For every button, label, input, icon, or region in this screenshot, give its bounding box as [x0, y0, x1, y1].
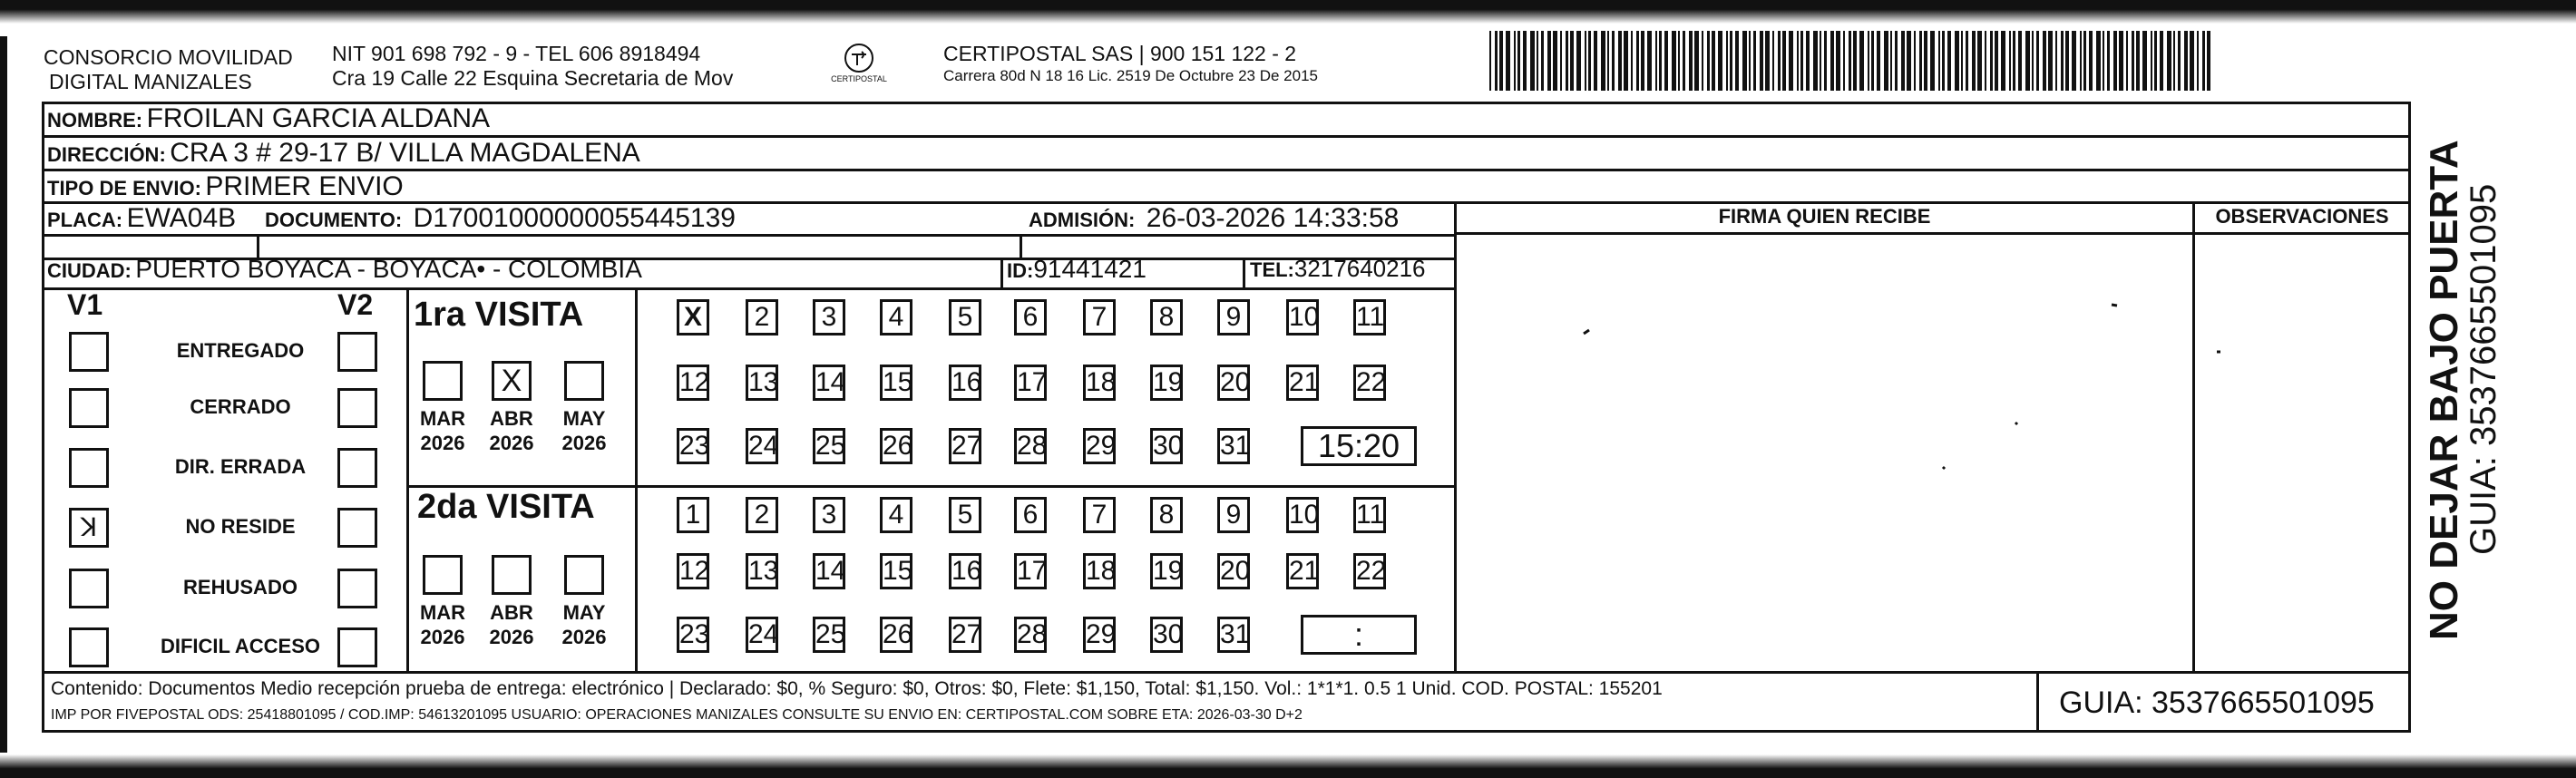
day-box[interactable]: 28	[1014, 617, 1047, 653]
month-checkbox[interactable]	[492, 555, 532, 595]
month-checkbox[interactable]	[423, 361, 463, 401]
paper-bottom-edge	[0, 754, 2576, 778]
barcode-bar	[1730, 31, 1732, 91]
barcode-bar	[2154, 31, 2157, 91]
barcode-bar	[2107, 31, 2110, 91]
tipo-envio-label: TIPO DE ENVIO:	[47, 177, 201, 199]
day-box[interactable]: 31	[1217, 617, 1250, 653]
barcode-bar	[1806, 31, 1810, 91]
day-box[interactable]: 7	[1083, 299, 1116, 336]
v2-checkbox[interactable]	[337, 508, 377, 548]
footer-guia: GUIA: 3537665501095	[2059, 686, 2375, 720]
barcode-bar	[2173, 31, 2175, 91]
day-box[interactable]: 8	[1150, 497, 1183, 533]
status-label: REHUSADO	[183, 576, 298, 598]
barcode-bar	[2096, 31, 2101, 91]
barcode-bar	[1853, 31, 1857, 91]
nombre-label: NOMBRE:	[47, 109, 143, 131]
barcode-bar	[1977, 31, 1982, 91]
day-box[interactable]: 6	[1014, 497, 1047, 533]
day-box[interactable]: 28	[1014, 428, 1047, 464]
barcode-bar	[1514, 31, 1516, 91]
barcode-bar	[1489, 31, 1491, 91]
day-box[interactable]: 21	[1286, 553, 1319, 589]
barcode-bar	[2025, 31, 2030, 91]
day-box[interactable]: 26	[880, 617, 912, 653]
day-box[interactable]: 19	[1150, 365, 1183, 401]
day-box[interactable]: 22	[1353, 365, 1386, 401]
footer-contenido: Contenido: Documentos Medio recepción prueba de entrega: electrónico | Declarado: $0, % Seguro: $0, Otros: $0, Flete: $1,150, Total: $1,150. Vol.: 1*1*1. 0.5 1 Unid. COD. POSTAL: 155201	[51, 678, 1663, 699]
v1-checkbox[interactable]	[69, 448, 109, 488]
direccion-label: DIRECCIÓN:	[47, 143, 166, 166]
barcode-bar	[1760, 31, 1763, 91]
side-guia: GUIA: 3537665501095	[2464, 183, 2503, 555]
barcode-bar	[2043, 31, 2046, 91]
month-year: 2026	[561, 432, 607, 454]
carrier-name: CERTIPOSTAL SAS | 900 151 122 - 2	[943, 42, 1297, 65]
barcode-bar	[1702, 31, 1703, 91]
day-box[interactable]: 16	[949, 365, 981, 401]
time-box[interactable]: :	[1301, 615, 1417, 655]
day-box[interactable]: 17	[1014, 553, 1047, 589]
day-box[interactable]: 14	[813, 553, 845, 589]
tipo-envio-value: PRIMER ENVIO	[205, 171, 404, 201]
month-year: 2026	[489, 432, 534, 454]
day-box[interactable]: 21	[1286, 365, 1319, 401]
barcode-bar	[1718, 31, 1722, 91]
day-box[interactable]: 23	[677, 617, 709, 653]
barcode-bar	[2013, 31, 2015, 91]
paper-left-edge	[0, 36, 7, 753]
barcode-bar	[2142, 31, 2147, 91]
sender-nit: NIT 901 698 792 - 9 - TEL 606 8918494	[332, 42, 701, 65]
day-box[interactable]: 12	[677, 553, 709, 589]
sender-name-line1: CONSORCIO MOVILIDAD	[44, 45, 293, 69]
v2-checkbox[interactable]	[337, 448, 377, 488]
day-box[interactable]: 26	[880, 428, 912, 464]
day-box[interactable]: 3	[813, 497, 845, 533]
barcode-bar	[1797, 31, 1799, 91]
barcode-bar	[1726, 31, 1728, 91]
barcode-bar	[1820, 31, 1821, 91]
barcode-bar	[1924, 31, 1927, 91]
day-box[interactable]: 30	[1150, 617, 1183, 653]
barcode-bar	[1919, 31, 1922, 91]
tel-label: TEL:	[1250, 258, 1294, 281]
status-label: CERRADO	[190, 395, 291, 418]
barcode-bar	[1537, 31, 1538, 91]
barcode-bar	[1942, 31, 1945, 91]
month-checkbox[interactable]	[564, 555, 604, 595]
direccion-row	[47, 138, 640, 169]
barcode-bar	[1672, 31, 1676, 91]
barcode-bar	[1495, 31, 1498, 91]
placa-label: PLACA:	[47, 209, 123, 231]
barcode-bar	[2065, 31, 2069, 91]
day-box[interactable]: 29	[1083, 428, 1116, 464]
month-checkbox[interactable]	[423, 555, 463, 595]
carrier-logo-icon	[827, 40, 891, 94]
barcode-bar	[1901, 31, 1905, 91]
barcode-bar	[1566, 31, 1568, 91]
day-box[interactable]: 15	[880, 553, 912, 589]
day-box[interactable]: 8	[1150, 299, 1183, 336]
barcode-bar	[2167, 31, 2171, 91]
documento-value: D17001000000055445139	[413, 203, 736, 233]
v1-checkbox[interactable]	[69, 569, 109, 608]
day-box[interactable]: 11	[1353, 299, 1386, 336]
id-label: ID:	[1007, 259, 1034, 282]
barcode-bar	[1955, 31, 1959, 91]
barcode-bar	[1914, 31, 1916, 91]
status-label: DIR. ERRADA	[174, 455, 307, 478]
status-divider	[406, 287, 409, 673]
day-box[interactable]: 14	[813, 365, 845, 401]
barcode-bar	[1689, 31, 1693, 91]
sender-name-line2: DIGITAL MANIZALES	[49, 70, 252, 93]
day-box[interactable]: 10	[1286, 497, 1319, 533]
barcode-bar	[2197, 31, 2199, 91]
month-label: MAY	[562, 601, 606, 624]
status-label: NO RESIDE	[185, 515, 296, 538]
barcode-bar	[1624, 31, 1628, 91]
barcode-bar	[2061, 31, 2064, 91]
barcode-bar	[2080, 31, 2082, 91]
day-box[interactable]: 27	[949, 617, 981, 653]
observaciones-header: OBSERVACIONES	[2215, 205, 2389, 228]
admision-label: ADMISIÓN:	[1029, 209, 1136, 231]
day-box[interactable]: 20	[1217, 365, 1250, 401]
barcode-bar	[1895, 31, 1898, 91]
month-year: 2026	[561, 626, 607, 648]
day-box[interactable]: 22	[1353, 553, 1386, 589]
barcode-bar	[2032, 31, 2034, 91]
sender-address: Cra 19 Calle 22 Esquina Secretaria de Mov	[332, 66, 734, 90]
barcode-bar	[1824, 31, 1827, 91]
carrier-address: Carrera 80d N 18 16 Lic. 2519 De Octubre 23 De 2015	[943, 67, 1318, 84]
barcode-bar	[2055, 31, 2057, 91]
time-box[interactable]: 15:20	[1301, 426, 1417, 466]
barcode-bar	[1985, 31, 1986, 91]
barcode-bar	[1499, 31, 1503, 91]
month-year: 2026	[489, 626, 534, 648]
day-box[interactable]: 13	[746, 553, 778, 589]
tel-row	[1250, 255, 1426, 283]
cell-divider	[1243, 258, 1245, 289]
v1-checkbox[interactable]	[69, 332, 109, 372]
footer-divider	[42, 671, 2411, 674]
tipo-envio-row	[47, 171, 404, 202]
day-box[interactable]: 4	[880, 299, 912, 336]
barcode-bar	[2089, 31, 2093, 91]
day-box[interactable]: 2	[746, 299, 778, 336]
barcode-bar	[1659, 31, 1662, 91]
barcode-bar	[1553, 31, 1557, 91]
visit2-title: 2da VISITA	[417, 488, 595, 526]
barcode-bar	[2151, 31, 2152, 91]
barcode-bar	[2009, 31, 2011, 91]
day-box[interactable]: 17	[1014, 365, 1047, 401]
barcode-bar	[1541, 31, 1544, 91]
barcode-bar	[1618, 31, 1622, 91]
barcode-bar	[2113, 31, 2117, 91]
day-box[interactable]: 25	[813, 428, 845, 464]
day-box[interactable]: 1	[677, 497, 709, 533]
barcode-bar	[2184, 31, 2188, 91]
barcode-bar	[1735, 31, 1739, 91]
barcode-bar	[2018, 31, 2022, 91]
barcode-bar	[1664, 31, 1668, 91]
day-box[interactable]: 24	[746, 617, 778, 653]
barcode-bar	[1560, 31, 1562, 91]
nombre-row	[47, 103, 490, 134]
barcode-bar	[1570, 31, 1574, 91]
barcode-bar	[2207, 31, 2210, 91]
day-box[interactable]: 24	[746, 428, 778, 464]
barcode-bar	[1990, 31, 1993, 91]
day-box[interactable]: 15	[880, 365, 912, 401]
barcode-bar	[1594, 31, 1597, 91]
barcode-bar	[1938, 31, 1940, 91]
barcode-bar	[1742, 31, 1747, 91]
barcode-bar	[1647, 31, 1652, 91]
month-label: MAR	[419, 407, 466, 430]
day-box[interactable]: 31	[1217, 428, 1250, 464]
barcode-bar	[1530, 31, 1535, 91]
barcode-bar	[2160, 31, 2163, 91]
status-label: ENTREGADO	[176, 339, 305, 362]
day-box[interactable]: 5	[949, 299, 981, 336]
barcode-bar	[1765, 31, 1770, 91]
barcode-bar	[1884, 31, 1888, 91]
day-box[interactable]: 2	[746, 497, 778, 533]
barcode-bar	[1753, 31, 1756, 91]
barcode-bar	[1966, 31, 1968, 91]
barcode-bar	[1631, 31, 1633, 91]
status-label: DIFICIL ACCESO	[160, 635, 320, 657]
day-box[interactable]: 6	[1014, 299, 1047, 336]
barcode-bar	[2048, 31, 2053, 91]
barcode-bar	[2119, 31, 2123, 91]
id-value: 91441421	[1033, 255, 1147, 283]
signature-area	[1457, 236, 2409, 671]
admision-value: 26-03-2026 14:33:58	[1146, 203, 1400, 233]
cell-divider	[1000, 258, 1003, 289]
barcode-bar	[2036, 31, 2039, 91]
barcode-bar	[1995, 31, 1998, 91]
barcode-bar	[1607, 31, 1609, 91]
barcode-bar	[1641, 31, 1644, 91]
day-box[interactable]: 9	[1217, 299, 1250, 336]
barcode-bar	[1868, 31, 1869, 91]
day-box[interactable]: 29	[1083, 617, 1116, 653]
barcode-bar	[1588, 31, 1591, 91]
visit1-title: 1ra VISITA	[414, 296, 584, 334]
barcode-bar	[2136, 31, 2140, 91]
barcode	[1489, 31, 2215, 91]
barcode-bar	[1601, 31, 1605, 91]
barcode-bar	[1961, 31, 1963, 91]
barcode-bar	[1506, 31, 1510, 91]
sender-name	[44, 45, 293, 94]
ciudad-row	[47, 255, 642, 284]
v1-checkbox[interactable]	[69, 627, 109, 667]
v2-checkbox[interactable]	[337, 627, 377, 667]
barcode-bar	[1694, 31, 1699, 91]
month-label: MAR	[419, 601, 466, 624]
barcode-bar	[1836, 31, 1840, 91]
day-box[interactable]: 23	[677, 428, 709, 464]
day-box[interactable]: 19	[1150, 553, 1183, 589]
day-box[interactable]: 10	[1286, 299, 1319, 336]
barcode-bar	[1947, 31, 1951, 91]
paper-top-edge	[0, 0, 2576, 24]
barcode-bar	[1749, 31, 1751, 91]
barcode-bar	[1789, 31, 1793, 91]
barcode-bar	[2001, 31, 2005, 91]
placa-row	[47, 203, 236, 234]
day-box[interactable]: 27	[949, 428, 981, 464]
v2-header: V2	[337, 288, 374, 321]
documento-label: DOCUMENTO:	[265, 209, 403, 231]
ciudad-value: PUERTO BOYACA - BOYACA• - COLOMBIA	[135, 255, 642, 283]
day-box[interactable]: 20	[1217, 553, 1250, 589]
month-divider	[635, 287, 638, 673]
day-box[interactable]: 13	[746, 365, 778, 401]
barcode-bar	[1772, 31, 1774, 91]
barcode-bar	[1890, 31, 1892, 91]
day-box[interactable]: 12	[677, 365, 709, 401]
barcode-bar	[1813, 31, 1818, 91]
row-divider	[42, 234, 1455, 237]
day-box[interactable]: 25	[813, 617, 845, 653]
day-box[interactable]: 16	[949, 553, 981, 589]
day-box[interactable]: 18	[1083, 553, 1116, 589]
admision-row	[1029, 203, 1399, 234]
v2-checkbox[interactable]	[337, 388, 377, 428]
ciudad-label: CIUDAD:	[47, 259, 132, 282]
placa-value: EWA04B	[126, 203, 237, 233]
barcode-bar	[1523, 31, 1527, 91]
barcode-bar	[1782, 31, 1786, 91]
carrier-logo-text: CERTIPOSTAL	[831, 74, 887, 83]
side-warning: NO DEJAR BAJO PUERTA	[2422, 140, 2466, 640]
barcode-bar	[1830, 31, 1834, 91]
barcode-bar	[1636, 31, 1639, 91]
barcode-bar	[1707, 31, 1710, 91]
barcode-bar	[2103, 31, 2104, 91]
barcode-bar	[1871, 31, 1874, 91]
barcode-bar	[1612, 31, 1615, 91]
barcode-bar	[1907, 31, 1911, 91]
barcode-bar	[1683, 31, 1685, 91]
barcode-bar	[2083, 31, 2086, 91]
month-label: MAY	[562, 407, 606, 430]
barcode-bar	[2132, 31, 2134, 91]
barcode-bar	[2072, 31, 2076, 91]
header-underline	[1455, 232, 2411, 235]
sender-info	[332, 42, 733, 91]
barcode-bar	[1678, 31, 1680, 91]
barcode-bar	[1843, 31, 1845, 91]
month-checkbox[interactable]: X	[492, 361, 532, 401]
barcode-bar	[1585, 31, 1586, 91]
tel-value: 3217640216	[1293, 255, 1426, 282]
barcode-bar	[1877, 31, 1880, 91]
month-label: ABR	[490, 407, 533, 430]
footer-imp: IMP POR FIVEPOSTAL ODS: 25418801095 / COD.IMP: 54613201095 USUARIO: OPERACIONES MANIZALES CONSULTE SU ENVIO EN: CERTIPOSTAL.COM SOBRE ETA: 2026-03-30 D+2	[51, 707, 1303, 723]
v2-checkbox[interactable]	[337, 332, 377, 372]
barcode-bar	[1547, 31, 1551, 91]
barcode-bar	[1576, 31, 1581, 91]
v1-checkbox[interactable]	[69, 388, 109, 428]
barcode-graphic	[1489, 31, 2215, 91]
month-checkbox[interactable]	[564, 361, 604, 401]
day-box[interactable]: 9	[1217, 497, 1250, 533]
barcode-bar	[1712, 31, 1715, 91]
footer-col-divider	[2036, 671, 2039, 733]
barcode-bar	[1972, 31, 1976, 91]
barcode-bar	[1517, 31, 1520, 91]
direccion-value: CRA 3 # 29-17 B/ VILLA MAGDALENA	[170, 138, 640, 168]
v1-checkbox[interactable]: ꓘ	[69, 508, 109, 548]
day-box[interactable]: 18	[1083, 365, 1116, 401]
carrier-info	[943, 42, 1318, 86]
nombre-value: FROILAN GARCIA ALDANA	[146, 103, 491, 133]
barcode-bar	[2190, 31, 2194, 91]
month-year: 2026	[420, 432, 465, 454]
barcode-bar	[2178, 31, 2181, 91]
barcode-bar	[1800, 31, 1803, 91]
barcode-bar	[1930, 31, 1935, 91]
barcode-bar	[1849, 31, 1851, 91]
id-row	[1007, 255, 1147, 284]
day-box[interactable]: 11	[1353, 497, 1386, 533]
barcode-bar	[2202, 31, 2205, 91]
month-year: 2026	[420, 626, 465, 648]
day-box[interactable]: 5	[949, 497, 981, 533]
barcode-bar	[1859, 31, 1864, 91]
day-box[interactable]: 3	[813, 299, 845, 336]
v1-header: V1	[67, 288, 103, 321]
day-box[interactable]: 4	[880, 497, 912, 533]
v2-checkbox[interactable]	[337, 569, 377, 608]
carrier-logo	[827, 40, 891, 94]
month-label: ABR	[490, 601, 533, 624]
barcode-bar	[1778, 31, 1781, 91]
day-box[interactable]: X	[677, 299, 709, 336]
firma-header: FIRMA QUIEN RECIBE	[1718, 205, 1931, 228]
day-box[interactable]: 7	[1083, 497, 1116, 533]
day-box[interactable]: 30	[1150, 428, 1183, 464]
barcode-bar	[1655, 31, 1657, 91]
documento-row	[265, 203, 736, 234]
barcode-bar	[2126, 31, 2128, 91]
